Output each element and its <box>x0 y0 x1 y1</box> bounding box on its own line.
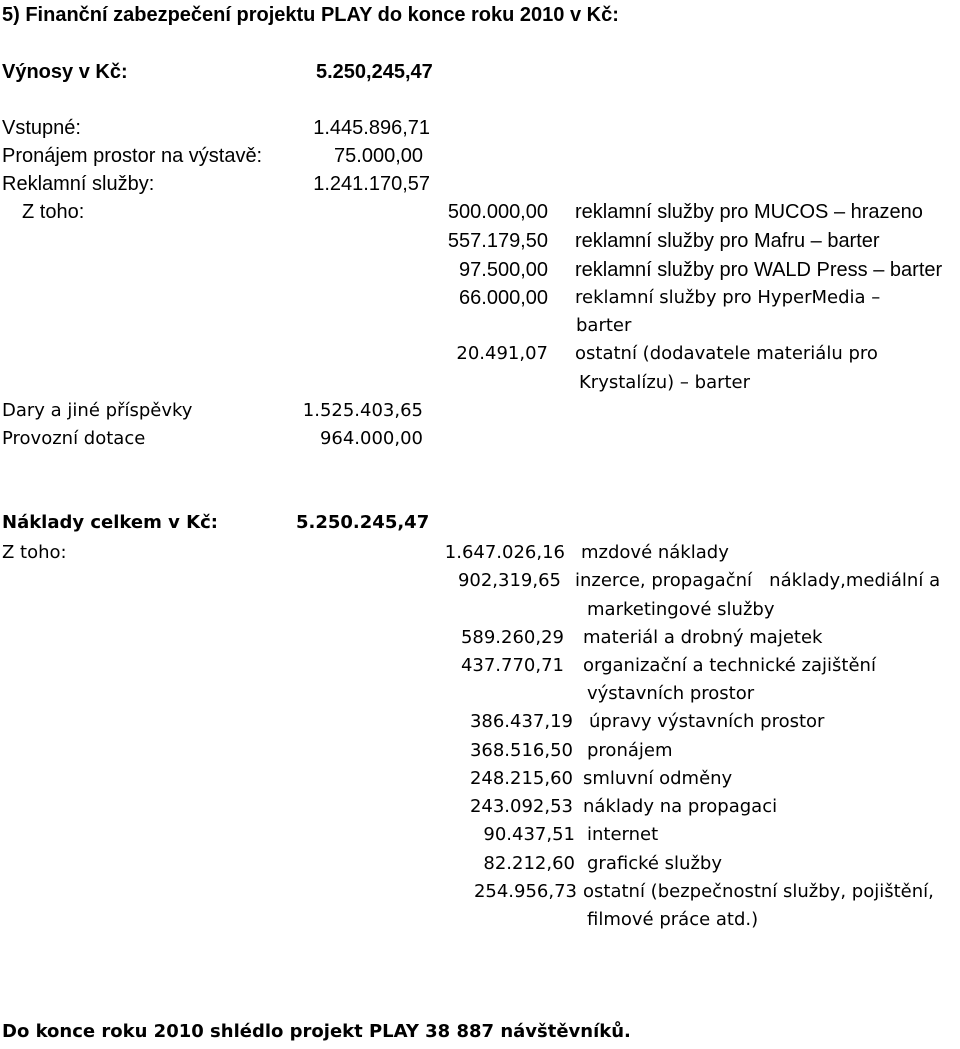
cost-item-value: 248.215,60 <box>469 768 573 789</box>
revenue-breakdown-desc: reklamní služby pro MUCOS – hrazeno <box>575 201 923 223</box>
cost-item-value: 902,319,65 <box>457 570 561 591</box>
cost-item-value: 1.647.026,16 <box>444 542 565 563</box>
revenue-breakdown-desc: Krystalízu) – barter <box>579 372 751 393</box>
revenue-breakdown-desc: barter <box>576 315 632 336</box>
costs-label: Náklady celkem v Kč: <box>2 512 218 533</box>
cost-item-desc: úpravy výstavních prostor <box>589 711 825 732</box>
revenue-total: 5.250,245,47 <box>316 61 433 83</box>
revenue-item-value: 1.445.896,71 <box>313 117 430 139</box>
revenue-of-which-label: Z toho: <box>22 201 85 223</box>
cost-item-desc: grafické služby <box>587 853 722 874</box>
costs-of-which-label: Z toho: <box>2 542 67 563</box>
donations-label: Dary a jiné příspěvky <box>2 400 193 421</box>
footer-note: Do konce roku 2010 shlédlo projekt PLAY 38 887 návštěvníků. <box>2 1021 631 1042</box>
subsidy-value: 964.000,00 <box>319 428 423 449</box>
cost-item-value: 243.092,53 <box>469 796 573 817</box>
revenue-breakdown-value: 557.179,50 <box>447 230 548 252</box>
revenue-breakdown-desc: reklamní služby pro Mafru – barter <box>575 230 880 252</box>
cost-item-desc: materiál a drobný majetek <box>583 627 823 648</box>
revenue-breakdown-value: 97.500,00 <box>459 259 548 281</box>
revenue-item-label: Pronájem prostor na výstavě: <box>2 145 263 167</box>
revenue-breakdown-value: 20.491,07 <box>456 343 548 364</box>
revenue-item-label: Reklamní služby: <box>2 173 155 195</box>
cost-item-desc: smluvní odměny <box>583 768 733 789</box>
subsidy-label: Provozní dotace <box>2 428 146 449</box>
cost-item-value: 254.956,73 <box>473 881 577 902</box>
cost-item-desc: ostatní (bezpečnostní služby, pojištění, <box>583 881 934 902</box>
cost-item-desc: pronájem <box>587 740 673 761</box>
cost-item-desc: náklady na propagaci <box>583 796 778 817</box>
revenue-breakdown-desc: reklamní služby pro WALD Press – barter <box>575 259 943 281</box>
cost-item-desc: inzerce, propagační náklady,mediální a <box>575 570 941 591</box>
cost-item-desc: organizační a technické zajištění <box>583 655 876 676</box>
revenue-item-value: 75.000,00 <box>334 145 423 167</box>
cost-item-desc: internet <box>587 824 659 845</box>
revenue-breakdown-desc: ostatní (dodavatele materiálu pro <box>575 343 878 364</box>
revenue-label: Výnosy v Kč: <box>2 61 128 83</box>
cost-item-value: 368.516,50 <box>469 740 573 761</box>
cost-item-value: 82.212,60 <box>483 853 575 874</box>
revenue-item-value: 1.241.170,57 <box>313 173 430 195</box>
cost-item-value: 90.437,51 <box>483 824 575 845</box>
revenue-breakdown-desc: reklamní služby pro HyperMedia – <box>575 287 881 308</box>
cost-item-value: 437.770,71 <box>460 655 564 676</box>
cost-item-desc: mzdové náklady <box>581 542 729 563</box>
cost-item-desc: filmové práce atd.) <box>587 909 759 930</box>
donations-value: 1.525.403,65 <box>302 400 423 421</box>
revenue-breakdown-value: 66.000,00 <box>459 287 548 309</box>
revenue-item-label: Vstupné: <box>2 117 81 139</box>
costs-total: 5.250.245,47 <box>296 512 430 533</box>
cost-item-value: 589.260,29 <box>460 627 564 648</box>
cost-item-desc: marketingové služby <box>587 599 775 620</box>
cost-item-value: 386.437,19 <box>469 711 573 732</box>
revenue-breakdown-value: 500.000,00 <box>447 201 548 223</box>
cost-item-desc: výstavních prostor <box>587 683 755 704</box>
page-heading: 5) Finanční zabezpečení projektu PLAY do konce roku 2010 v Kč: <box>2 4 619 26</box>
